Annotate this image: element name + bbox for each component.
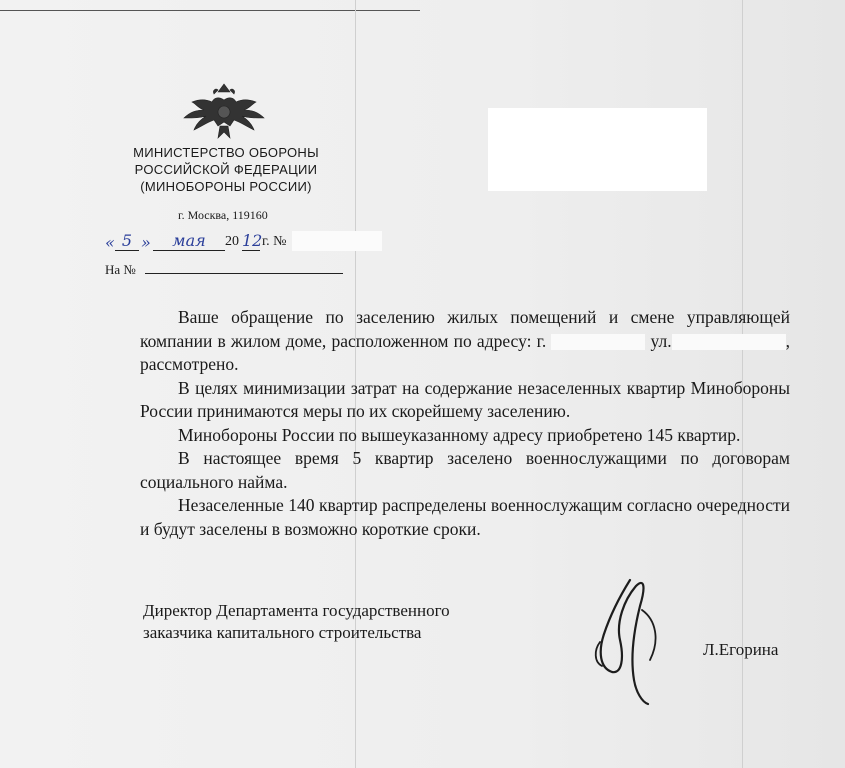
reference-line: [145, 273, 343, 274]
letter-body: [140, 306, 790, 541]
paragraph-text: , рассмотрено.: [140, 330, 790, 374]
double-headed-eagle-emblem: [178, 82, 270, 142]
redacted-city: [551, 334, 645, 350]
org-line: (МИНОБОРОНЫ РОССИИ): [140, 179, 312, 194]
city-address: г. Москва, 119160: [178, 208, 268, 222]
signer-title-line: заказчика капитального строительства: [143, 623, 422, 642]
ministry-name: [110, 144, 342, 195]
signer-name: Л.Егорина: [703, 640, 779, 659]
date-close-quote: »: [141, 233, 151, 252]
org-line: МИНИСТЕРСТВО ОБОРОНЫ: [133, 145, 319, 160]
signer-title-line: Директор Департамента государственного: [143, 601, 450, 620]
paragraph: В целях минимизации затрат на содержание незаселенных квартир Минобороны России принимаются меры по их скорейшему заселению.: [140, 377, 790, 421]
reference-label: На №: [105, 262, 136, 277]
paragraph: Незаселенные 140 квартир распределены военнослужащим согласно очередности и будут заселены в возможно короткие сроки.: [140, 495, 790, 539]
signer-title: [143, 600, 450, 644]
date-month: мая: [153, 231, 225, 251]
org-line: РОССИЙСКОЙ ФЕДЕРАЦИИ: [134, 162, 318, 177]
paragraph-text: ул.: [650, 330, 672, 351]
paragraph-text: Ваше обращение по заселению жилых помещений и смене управляющей компании в жилом доме, расположенном по адресу: г.: [140, 307, 790, 351]
date-open-quote: «: [105, 233, 115, 252]
redacted-number: [292, 231, 382, 251]
paragraph: Минобороны России по вышеуказанному адресу приобретено 145 квартир.: [178, 424, 741, 445]
recipient-box: [488, 108, 707, 191]
date-day: 5: [115, 231, 139, 251]
date-year-suffix: 12: [242, 231, 263, 250]
paragraph: [140, 306, 790, 377]
date-year-prefix: 20: [225, 234, 239, 249]
top-rule: [0, 0, 420, 11]
handwritten-signature: [590, 576, 670, 706]
date-number-label: г. №: [262, 234, 287, 249]
paragraph: В настоящее время 5 квартир заселено военнослужащими по договорам социального найма.: [140, 448, 790, 492]
redacted-street: [672, 334, 786, 350]
